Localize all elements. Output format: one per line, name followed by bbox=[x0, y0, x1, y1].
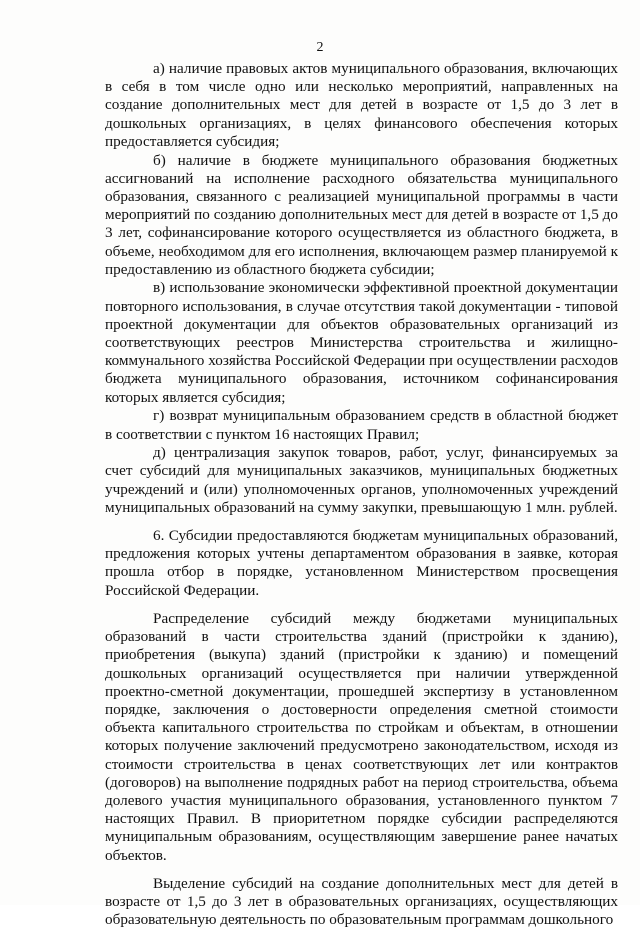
paragraph-allocation: Выделение субсидий на создание дополнительных мест для детей в возрасте от 1,5 до 3 лет в образовательных организациях, осуществляющих образовательную деятельность по образовательным программам дошкольного bbox=[105, 874, 618, 929]
paragraph-item-6: 6. Субсидии предоставляются бюджетам муниципальных образований, предложения которых учтены департаментом образования в заявке, которая прошла отбор в порядке, установленном Министерством просвещения Российской Федерации. bbox=[105, 527, 618, 599]
paragraph-a: а) наличие правовых актов муниципального образования, включающих в себя в том числе одно или несколько мероприятий, направленных на создание дополнительных мест для детей в возрасте от 1,5 до 3 лет в дошкольных организациях, в целях финансового обеспечения которых предоставляется субсидия; bbox=[105, 60, 618, 150]
paragraph-b: б) наличие в бюджете муниципального образования бюджетных ассигнований на исполнение расходного обязательства муниципального образования, связанного с реализацией муниципальной программы в части мероприятий по созданию дополнительных мест для детей в возрасте от 1,5 до 3 лет, софинансирование которого осуществляется из областного бюджета, в объеме, необходимом для его исполнения, включающем размер планируемой к предоставлению из областного бюджета субсидии; bbox=[105, 151, 618, 278]
paragraph-d: д) централизация закупок товаров, работ, услуг, финансируемых за счет субсидий для муниципальных заказчиков, муниципальных бюджетных учреждений и (или) уполномоченных органов, уполномоченных учреждений муниципальных образований на сумму закупки, превышающую 1 млн. рублей. bbox=[105, 444, 618, 516]
paragraph-v: в) использование экономически эффективной проектной документации повторного использования, в случае отсутствия такой документации - типовой проектной документации для объектов образовательных организаций из соответствующих реестров Министерства строительства и жилищно-коммунального хозяйства Российской Федерации при осуществлении расходов бюджета муниципального образования, источником софинансирования которых является субсидия; bbox=[105, 279, 618, 406]
document-body bbox=[105, 60, 618, 930]
page-number: 2 bbox=[316, 40, 324, 55]
paragraph-distribution: Распределение субсидий между бюджетами муниципальных образований в части строительства зданий (пристройки к зданию), приобретения (выкупа) зданий (пристройки к зданию) и помещений дошкольных организаций осуществляется при наличии утвержденной проектно-сметной документации, прошедшей экспертизу в установленном порядке, заключения о достоверности определения сметной стоимости объекта капитального строительства по стройкам и объектам, в отношении которых получение заключений предусмотрено законодательством, исходя из стоимости строительства в ценах соответствующих лет или контрактов (договоров) на выполнение подрядных работ на период строительства, объема долевого участия муниципального образования, установленного пунктом 7 настоящих Правил. В приоритетном порядке субсидии распределяются муниципальным образованиям, осуществляющим завершение ранее начатых объектов. bbox=[105, 609, 618, 864]
paragraph-g: г) возврат муниципальным образованием средств в областной бюджет в соответствии с пунктом 16 настоящих Правил; bbox=[105, 407, 618, 443]
